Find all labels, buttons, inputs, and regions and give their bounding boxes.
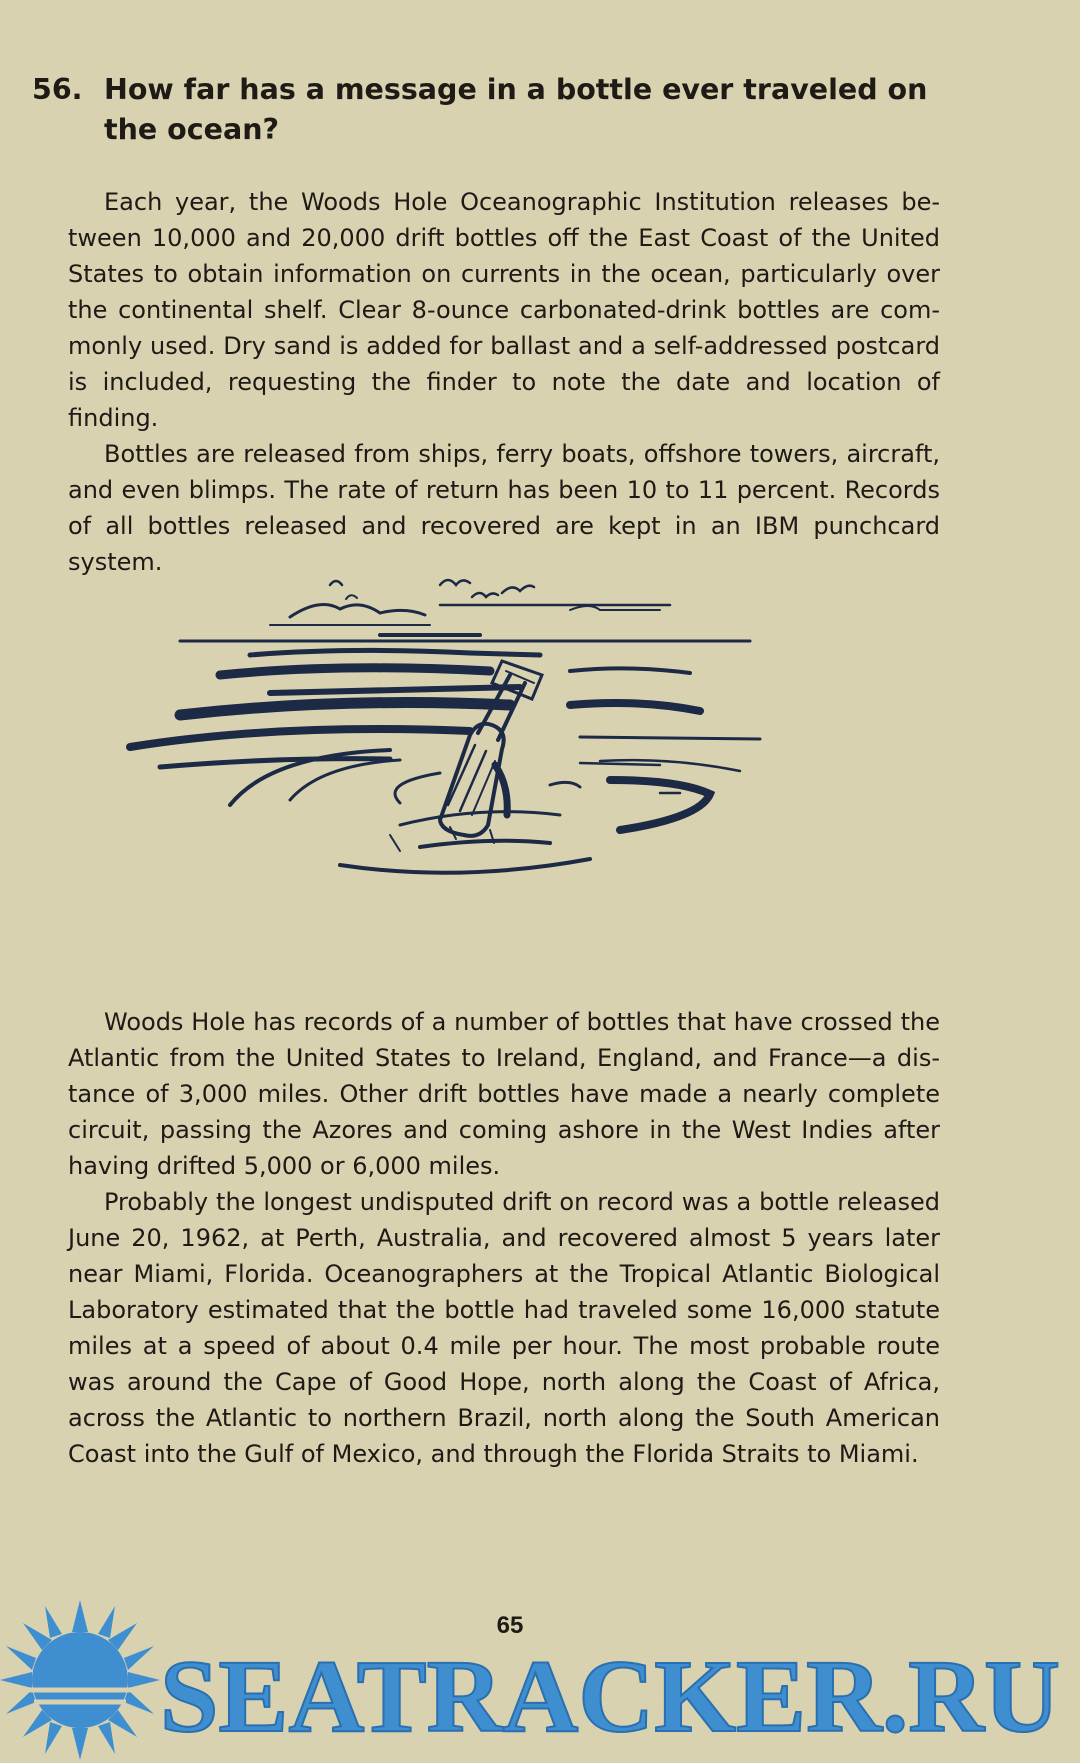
page-number: 65 [496,1612,524,1639]
question-title: How far has a message in a bottle ever traveled on the ocean? [104,73,928,146]
bottle-in-sea-illustration [100,575,880,970]
question-number: 56. [32,73,83,106]
seagull [330,581,342,585]
paragraph: Bottles are released from ships, ferry boats, offshore towers, aircraft, and even blimps. The rate of return has been 10 to 11 percent. Records of all bottles released and recovered are kept in an IBM punchcard system. [68,440,940,576]
seagull [346,595,357,599]
bottle-body [440,724,504,836]
watermark-text: SEATRACKER.RU [160,1639,1060,1754]
seatracker-watermark [0,1598,1080,1763]
paragraph: Each year, the Woods Hole Oceanographic Institution releases between 10,000 and 20,000 drift bottles off the East Coast of the United States to obtain information on currents in the ocean, particularly over the continental shelf. Clear 8-ounce carbonated-drink bottles are commonly used. Dry sand is added for ballast and a self-addressed postcard is included, requesting the finder to note the date and location of finding. [68,188,940,432]
body-text-top [68,184,940,580]
paragraph: Probably the longest undisputed drift on record was a bottle released June 20, 1962, at Perth, Australia, and recovered almost 5 years later near Miami, Florida. Oceanographers at the Tropical Atlantic Biological Laboratory estimated that the bottle had traveled some 16,000 statute miles at a speed of about 0.4 mile per hour. The most probable route was around the Cape of Good Hope, north along the Coast of Africa, across the Atlantic to northern Brazil, north along the South American Coast into the Gulf of Mexico, and through the Florida Straits to Miami. [68,1188,940,1468]
seagull [472,593,498,597]
seagull [502,586,534,593]
paragraph: Woods Hole has records of a number of bottles that have crossed the Atlantic from the United States to Ireland, England, and France—a distance of 3,000 miles. Other drift bottles have made a nearly complete circuit, passing the Azores and coming ashore in the West Indies after having drifted 5,000 or 6,000 miles. [68,1008,940,1180]
body-text-bottom [68,1004,940,1472]
question-heading [32,70,942,150]
seagull [440,580,470,585]
sun-icon [0,1600,160,1760]
